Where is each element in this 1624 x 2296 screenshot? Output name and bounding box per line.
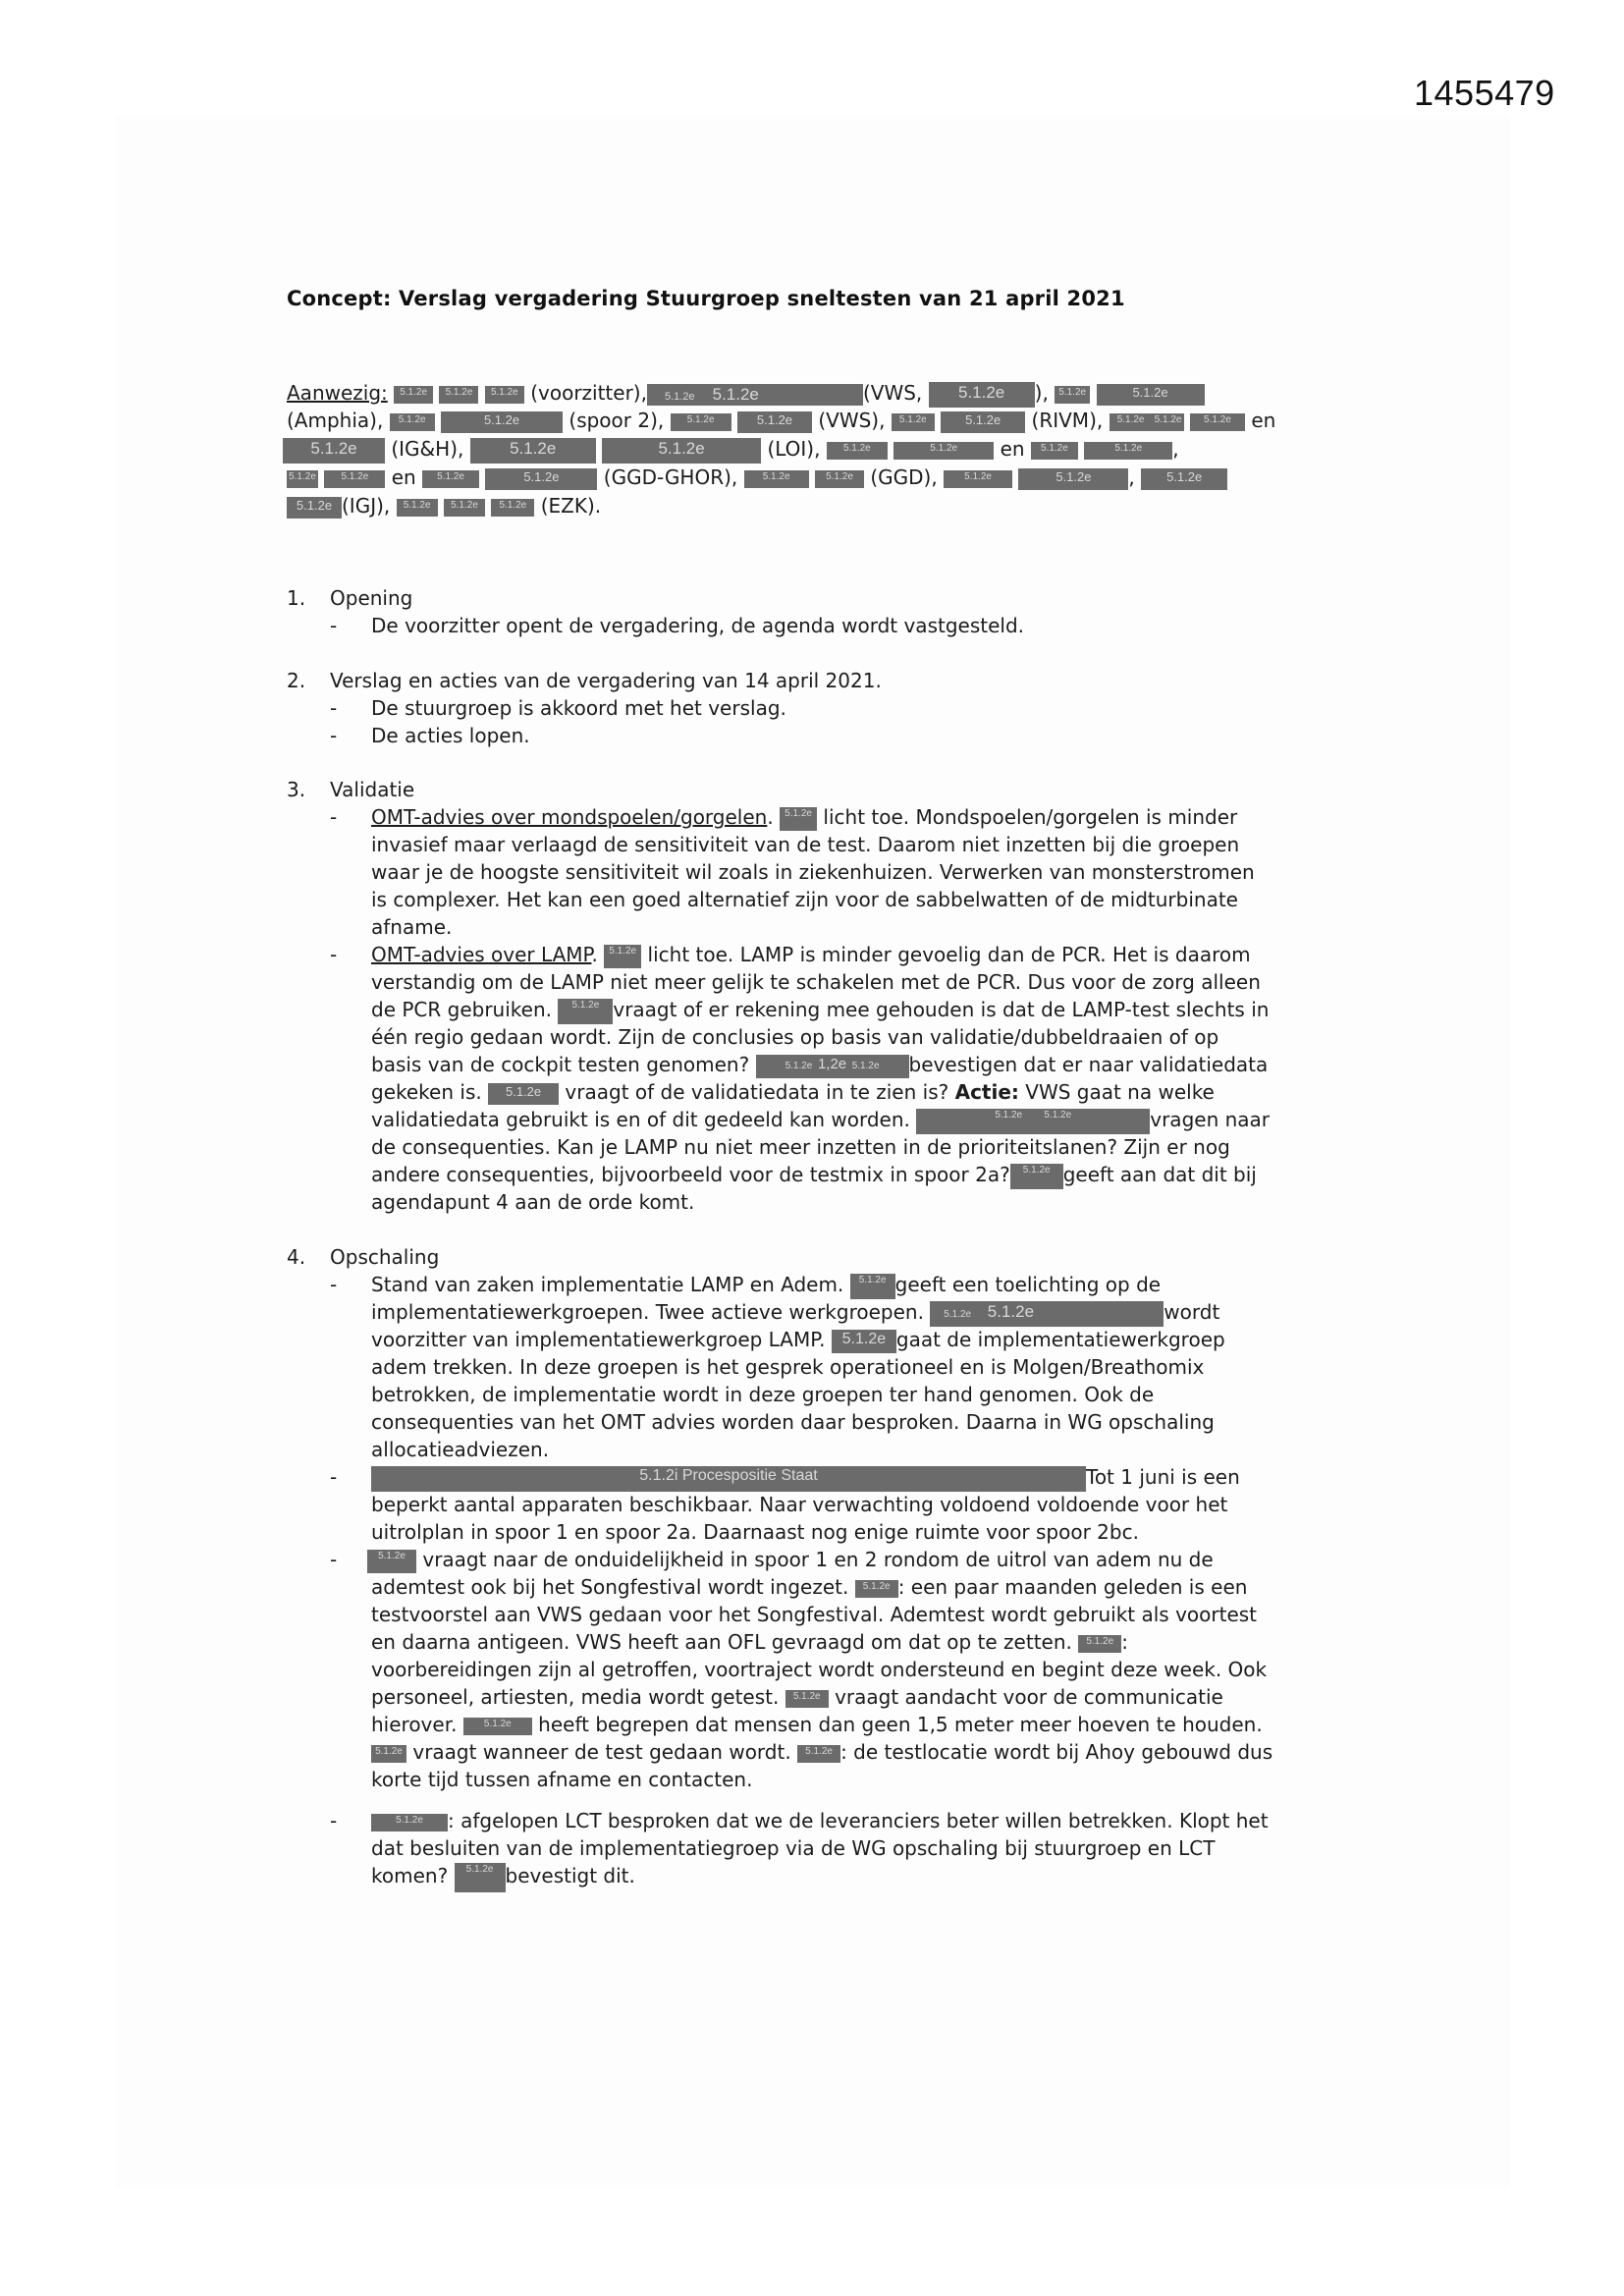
org-label: ), <box>1034 381 1049 405</box>
text: : een paar maanden geleden is een <box>897 1575 1248 1599</box>
org-label: (VWS, <box>862 381 923 405</box>
org-label: (Amphia), <box>287 409 384 432</box>
bullet-text: adem trekken. In deze groepen is het gesprek operationeel en is Molgen/Breathomix <box>371 1355 1205 1379</box>
redaction-box: 5.1.2e <box>439 386 478 404</box>
redaction-box: 5.1.2e <box>1153 413 1184 431</box>
bullet-text <box>371 941 1251 968</box>
document-title: Concept: Verslag vergadering Stuurgroep sneltesten van 21 april 2021 <box>287 287 1125 310</box>
bullet-text: is complexer. Het kan een goed alternatief zijn voor de sabbelwatten of de midturbinate <box>371 888 1238 911</box>
action-label: Actie: <box>954 1080 1019 1104</box>
redaction-box: 5.1.2e <box>1031 442 1078 460</box>
text: vraagt aandacht voor de communicatie <box>828 1685 1223 1709</box>
bullet-dash: - <box>330 1548 338 1571</box>
bullet-text <box>371 1711 1263 1738</box>
bullet-text: De acties lopen. <box>371 724 530 747</box>
agenda-heading-validatie: Validatie <box>330 778 415 801</box>
text: . <box>767 805 781 829</box>
bullet-text <box>371 1078 1215 1106</box>
bullet-text: allocatieadviezen. <box>371 1438 550 1461</box>
agenda-number: 3. <box>287 778 306 801</box>
bullet-text: De stuurgroep is akkoord met het verslag. <box>371 696 786 720</box>
org-label: en <box>1251 409 1276 432</box>
org-label: (LOI), <box>767 437 821 461</box>
bullet-text: consequenties van het OMT advies worden daar besproken. Daarna in WG opschaling <box>371 1410 1215 1434</box>
bullet-text: uitrolplan in spoor 1 en spoor 2a. Daarnaast nog enige ruimte voor spoor 2bc. <box>371 1520 1139 1544</box>
redaction-box: 5.1.2e <box>283 438 385 464</box>
text: wordt <box>1164 1300 1220 1324</box>
redaction-box: 5.1.2e <box>390 413 435 431</box>
bullet-text: agendapunt 4 aan de orde komt. <box>371 1190 695 1214</box>
bullet-text: korte tijd tussen afname en contacten. <box>371 1768 753 1791</box>
bullet-text: testvoorstel aan VWS gedaan voor het Songfestival. Ademtest wordt gebruikt als voortest <box>371 1603 1258 1626</box>
redaction-box: 5.1.2e <box>470 438 596 464</box>
bullet-dash: - <box>330 614 338 637</box>
redaction-box: 5.1.2e <box>1141 468 1227 490</box>
text: komen? <box>371 1864 455 1887</box>
text: gekeken is. <box>371 1080 489 1104</box>
text: implementatiewerkgroepen. Twee actieve werkgroepen. <box>371 1300 931 1324</box>
redaction-box: 5.1.2e <box>444 499 485 517</box>
punctuation: , <box>1128 465 1135 489</box>
redaction-box: 5.1.2e 1,2e 5.1.2e <box>756 1055 909 1078</box>
org-label: (IG&H), <box>391 437 464 461</box>
agenda-heading-verslag: Verslag en acties van de vergadering van 14 april 2021. <box>330 669 882 692</box>
text: vraagt naar de onduidelijkheid in spoor 1 en 2 rondom de uitrol van adem nu de <box>416 1548 1214 1571</box>
redaction-box: 5.1.2e <box>602 438 761 464</box>
bullet-dash: - <box>330 805 338 829</box>
redaction-box: 5.1.2e <box>944 470 1012 488</box>
redaction-box: 5.1.2e <box>485 386 524 404</box>
bullet-text <box>371 1862 635 1892</box>
bullet-text: afname. <box>371 915 453 939</box>
agenda-heading-opschaling: Opschaling <box>330 1245 440 1269</box>
redaction-box: 5.1.2e <box>1055 386 1090 404</box>
redaction-box: 5.1.2e <box>1018 468 1128 490</box>
redaction-box: 5.1.2e <box>394 386 433 404</box>
redaction-box: 5.1.2e 5.1.2e <box>916 1109 1150 1134</box>
text: andere consequenties, bijvoorbeeld voor de testmix in spoor 2a? <box>371 1163 1010 1186</box>
text: . <box>591 943 605 966</box>
redaction-box: 5.1.2e 5.1.2e <box>647 384 863 406</box>
bullet-text: verstandig om de LAMP niet meer gelijk te schakelen met de PCR. Dus voor de zorg alleen <box>371 970 1261 994</box>
bullet-text <box>371 1106 1270 1134</box>
text: Tot 1 juni is een <box>1086 1465 1240 1489</box>
bullet-dash: - <box>330 943 338 966</box>
attendance-line-2 <box>287 407 1275 434</box>
text: : <box>1121 1630 1128 1654</box>
redaction-box: 5.1.2e <box>941 411 1025 433</box>
redaction-box: 5.1.2e <box>287 470 318 488</box>
text: voorzitter van implementatiewerkgroep LAMP. <box>371 1328 832 1351</box>
text: hierover. <box>371 1713 463 1736</box>
text: ademtest ook bij het Songfestival wordt ingezet. <box>371 1575 855 1599</box>
redaction-box: 5.1.2e <box>1190 413 1245 431</box>
redaction-box: 5.1.2e <box>827 442 888 460</box>
redaction-box-procespositie: 5.1.2i Procespositie Staat <box>371 1466 1086 1492</box>
text: de PCR gebruiken. <box>371 998 559 1021</box>
redaction-box: 5.1.2e <box>371 1745 406 1763</box>
bullet-text <box>371 1807 1269 1834</box>
text: geeft aan dat dit bij <box>1062 1163 1257 1186</box>
text: vragen naar <box>1150 1108 1271 1131</box>
text: en daarna antigeen. VWS heeft aan OFL gevraagd om dat op te zetten. <box>371 1630 1079 1654</box>
redaction-box: 5.1.2e <box>455 1863 506 1892</box>
redaction-box: 5.1.2e <box>485 468 597 490</box>
redaction-box: 5.1.2e <box>785 1690 829 1708</box>
attendance-label: Aanwezig: <box>287 381 388 405</box>
attendance-line-4 <box>287 464 1227 491</box>
attendance-line-3 <box>283 435 1179 464</box>
redaction-box: 5.1.2e <box>850 1274 895 1299</box>
bullet-text <box>371 996 1269 1024</box>
org-label: (RIVM), <box>1031 409 1104 432</box>
bullet-text: waar je de hoogste sensitiviteit wil zoals in ziekenhuizen. Verwerken van monsterstromen <box>371 860 1255 884</box>
text: heeft begrepen dat mensen dan geen 1,5 meter meer hoeven te houden. <box>531 1713 1263 1736</box>
redaction-box: 5.1.2e <box>441 411 563 433</box>
bullet-text: betrokken, de implementatie wordt in deze groepen ter hand genomen. Ook de <box>371 1383 1155 1406</box>
redaction-box: 5.1.2e <box>1110 413 1153 431</box>
bullet-text: voorbereidingen zijn al getroffen, voortraject wordt ondersteund en begint deze week. Ook <box>371 1658 1268 1681</box>
text: vraagt of er rekening mee gehouden is dat de LAMP-test slechts in <box>613 998 1270 1021</box>
bullet-text: dat besluiten van de implementatiegroep via de WG opschaling bij stuurgroep en LCT <box>371 1836 1216 1860</box>
agenda-number: 1. <box>287 586 306 610</box>
bullet-text <box>371 1738 1272 1766</box>
redaction-box: 5.1.2e <box>367 1550 416 1573</box>
redaction-box: 5.1.2e <box>287 497 342 519</box>
bullet-text <box>367 1546 1214 1573</box>
text: : de testlocatie wordt bij Ahoy gebouwd dus <box>840 1740 1273 1764</box>
text: bevestigen dat er naar validatiedata <box>908 1053 1269 1076</box>
org-label: (GGD), <box>870 465 938 489</box>
redaction-box: 5.1.2e <box>815 470 864 488</box>
org-label: (IGJ), <box>342 494 391 518</box>
redaction-box: 5.1.2e <box>604 945 641 968</box>
bullet-dash: - <box>330 1809 338 1832</box>
agenda-heading-opening: Opening <box>330 586 413 610</box>
text: licht toe. Mondspoelen/gorgelen is minder <box>817 805 1238 829</box>
redaction-box: 5.1.2e <box>463 1718 532 1735</box>
redaction-box: 5.1.2e <box>397 499 438 517</box>
bullet-text: invasief maar verlaagd de sensitiviteit van de test. Daarom niet inzetten bij die groepen <box>371 833 1240 856</box>
agenda-number: 4. <box>287 1245 306 1269</box>
bullet-dash: - <box>330 1465 338 1489</box>
redaction-box: 5.1.2e <box>1010 1164 1063 1189</box>
omt-advies-mondspoelen-link[interactable]: OMT-advies over mondspoelen/gorgelen <box>371 805 768 829</box>
bullet-text <box>371 1271 1161 1299</box>
redaction-box: 5.1.2e <box>324 470 385 488</box>
org-label: (EZK). <box>540 494 602 518</box>
redaction-box: 5.1.2e <box>893 442 994 460</box>
bullet-dash: - <box>330 724 338 747</box>
bullet-text: één regio gedaan wordt. Zijn de conclusies op basis van validatie/dubbeldraaien of op <box>371 1025 1219 1049</box>
bullet-text <box>371 1298 1219 1327</box>
redaction-box: 5.1.2e <box>1097 384 1205 406</box>
bullet-text <box>371 1161 1257 1189</box>
bullet-text <box>371 803 1237 831</box>
agenda-number: 2. <box>287 669 306 692</box>
org-label: (VWS), <box>818 409 886 432</box>
redaction-box: 5.1.2e 5.1.2e <box>930 1301 1164 1327</box>
bullet-text: de consequenties. Kan je LAMP nu niet meer inzetten in de prioriteitslanen? Zijn er nog <box>371 1135 1230 1159</box>
bullet-text: beperkt aantal apparaten beschikbaar. Naar verwachting voldoend voldoende voor het <box>371 1493 1228 1516</box>
attendance-line-5 <box>287 492 601 519</box>
redaction-box: 5.1.2e <box>855 1580 898 1598</box>
text: vraagt of de validatiedata in te zien is? <box>559 1080 955 1104</box>
bullet-text: De voorzitter opent de vergadering, de agenda wordt vastgesteld. <box>371 614 1024 637</box>
text: gaat de implementatiewerkgroep <box>895 1328 1225 1351</box>
org-label: en <box>391 465 416 489</box>
bullet-text <box>371 1628 1128 1656</box>
org-label: en <box>1000 437 1025 461</box>
redaction-box: 5.1.2e <box>892 413 935 431</box>
redaction-box: 5.1.2e <box>737 411 812 433</box>
org-label: (GGD-GHOR), <box>603 465 738 489</box>
bullet-text <box>371 1463 1240 1492</box>
bullet-text <box>371 1326 1225 1353</box>
text: bevestigt dit. <box>505 1864 635 1887</box>
text: geeft een toelichting op de <box>894 1273 1162 1296</box>
redaction-box: 5.1.2e <box>797 1745 840 1763</box>
punctuation: , <box>1172 437 1179 461</box>
bullet-text <box>371 1051 1268 1078</box>
redaction-box: 5.1.2e <box>671 413 731 431</box>
redaction-box: 5.1.2e <box>422 470 479 488</box>
bullet-text <box>371 1683 1223 1711</box>
redaction-box: 5.1.2e <box>744 470 809 488</box>
omt-advies-lamp-link[interactable]: OMT-advies over LAMP <box>371 943 592 966</box>
redaction-box: 5.1.2e <box>929 382 1035 408</box>
text: licht toe. LAMP is minder gevoelig dan de PCR. Het is daarom <box>641 943 1251 966</box>
text: Stand van zaken implementatie LAMP en Adem. <box>371 1273 850 1296</box>
redaction-box: 5.1.2e <box>491 499 534 517</box>
redaction-box: 5.1.2e <box>371 1814 448 1831</box>
org-label: (voorzitter), <box>530 381 647 405</box>
bullet-dash: - <box>330 1273 338 1296</box>
org-label: (spoor 2), <box>568 409 665 432</box>
text: personeel, artiesten, media wordt getest. <box>371 1685 785 1709</box>
redaction-box: 5.1.2e <box>1084 442 1172 460</box>
bullet-dash: - <box>330 696 338 720</box>
text: VWS gaat na welke <box>1018 1080 1215 1104</box>
redaction-box: 5.1.2e <box>488 1083 559 1105</box>
text: validatiedata gebruikt is en of dit gedeeld kan worden. <box>371 1108 917 1131</box>
redaction-box: 5.1.2e <box>780 807 817 831</box>
text: : afgelopen LCT besproken dat we de leveranciers beter willen betrekken. Klopt het <box>448 1809 1269 1832</box>
redaction-box: 5.1.2e <box>558 999 613 1024</box>
text: vraagt wanneer de test gedaan wordt. <box>406 1740 798 1764</box>
text: basis van de cockpit testen genomen? <box>371 1053 756 1076</box>
document-id: 1455479 <box>1414 73 1555 113</box>
bullet-text <box>371 1573 1247 1601</box>
redaction-box: 5.1.2e <box>832 1330 896 1353</box>
redaction-box: 5.1.2e <box>1078 1635 1121 1653</box>
attendance-line-1 <box>287 379 1205 408</box>
